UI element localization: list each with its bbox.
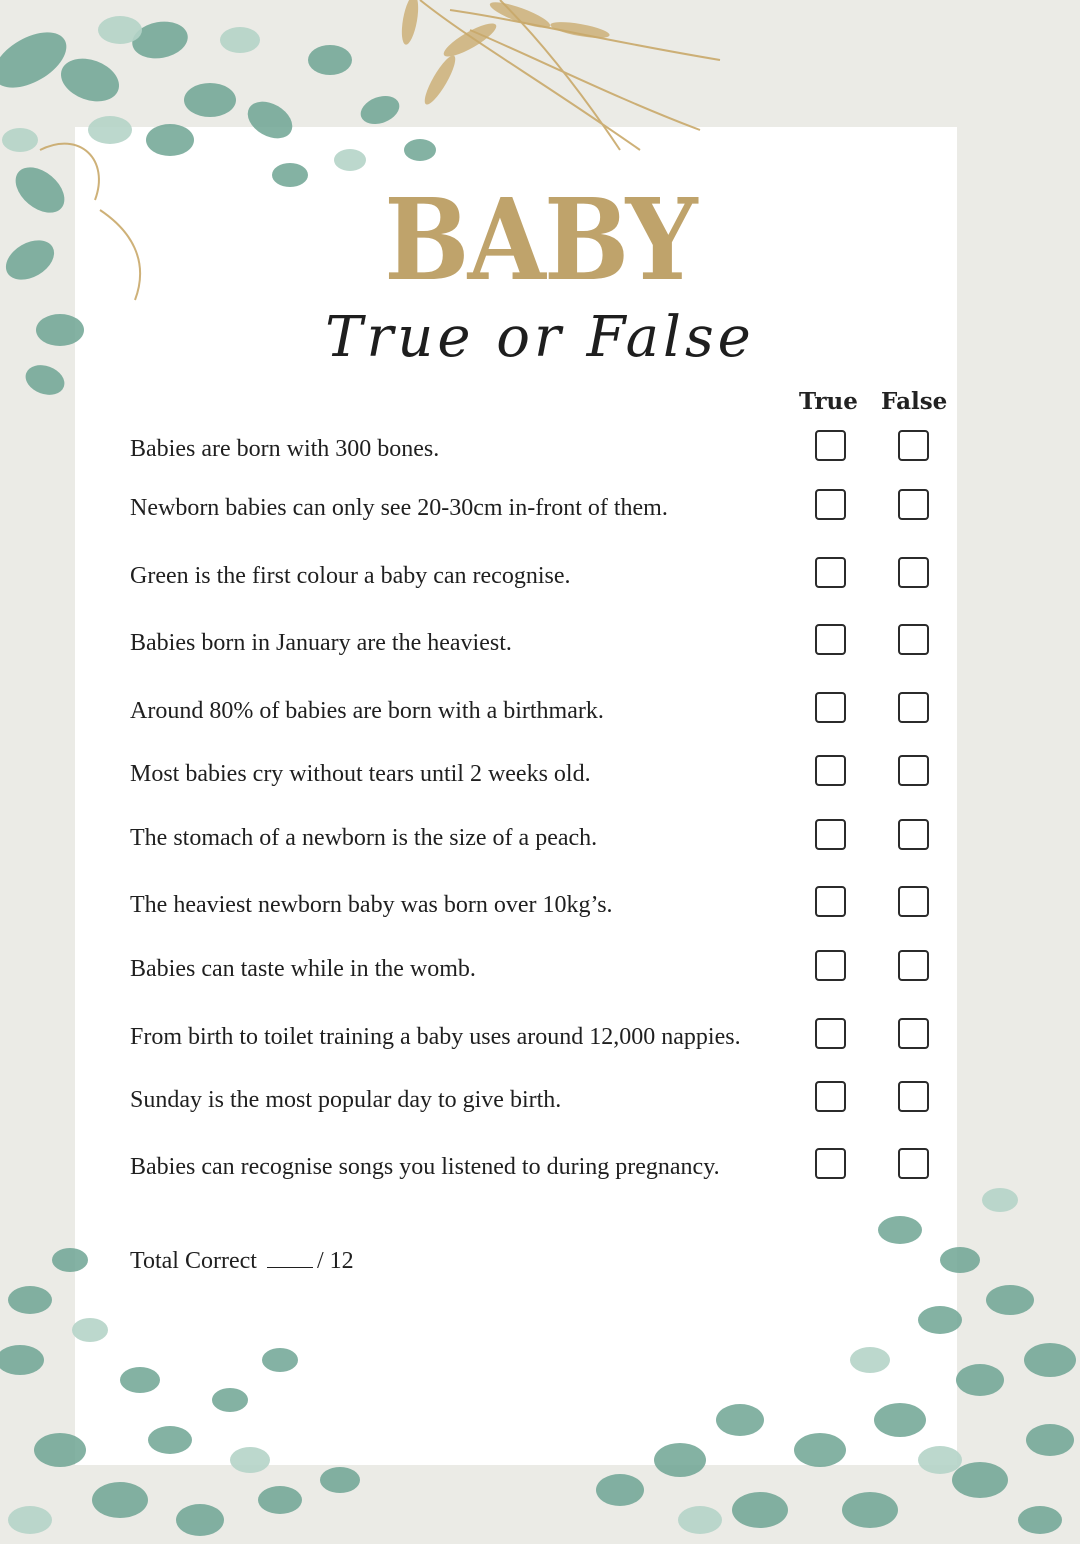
true-checkbox[interactable] <box>815 1018 846 1049</box>
question-text: The stomach of a newborn is the size of a peach. <box>130 825 598 851</box>
total-correct <box>130 1248 354 1275</box>
question-row-9 <box>130 950 950 990</box>
false-checkbox[interactable] <box>898 1148 929 1179</box>
total-label: Total Correct <box>130 1248 257 1274</box>
true-checkbox[interactable] <box>815 489 846 520</box>
true-checkbox[interactable] <box>815 755 846 786</box>
question-row-11 <box>130 1081 950 1121</box>
question-text: From birth to toilet training a baby uses around 12,000 nappies. <box>130 1024 741 1050</box>
total-out-of: / 12 <box>316 1248 354 1274</box>
question-row-8 <box>130 886 950 926</box>
question-row-1 <box>130 430 950 470</box>
true-checkbox[interactable] <box>815 819 846 850</box>
true-column-header: True <box>799 388 858 415</box>
true-checkbox[interactable] <box>815 1081 846 1112</box>
question-text: The heaviest newborn baby was born over 10kg’s. <box>130 892 613 918</box>
question-text: Babies born in January are the heaviest. <box>130 630 512 656</box>
question-row-10 <box>130 1018 950 1058</box>
false-checkbox[interactable] <box>898 950 929 981</box>
true-checkbox[interactable] <box>815 1148 846 1179</box>
question-text: Sunday is the most popular day to give birth. <box>130 1087 562 1113</box>
false-column-header: False <box>881 388 948 415</box>
question-row-5 <box>130 692 950 732</box>
false-checkbox[interactable] <box>898 692 929 723</box>
true-checkbox[interactable] <box>815 430 846 461</box>
question-text: Green is the first colour a baby can recognise. <box>130 563 571 589</box>
true-checkbox[interactable] <box>815 557 846 588</box>
false-checkbox[interactable] <box>898 557 929 588</box>
page-title: BABY <box>384 175 696 306</box>
false-checkbox[interactable] <box>898 1018 929 1049</box>
question-row-2 <box>130 489 950 529</box>
false-checkbox[interactable] <box>898 755 929 786</box>
false-checkbox[interactable] <box>898 886 929 917</box>
question-row-3 <box>130 557 950 597</box>
true-checkbox[interactable] <box>815 886 846 917</box>
question-row-12 <box>130 1148 950 1188</box>
true-checkbox[interactable] <box>815 950 846 981</box>
question-text: Most babies cry without tears until 2 weeks old. <box>130 761 591 787</box>
score-blank[interactable] <box>267 1267 313 1268</box>
true-checkbox[interactable] <box>815 624 846 655</box>
question-text: Around 80% of babies are born with a birthmark. <box>130 698 604 724</box>
question-text: Babies can recognise songs you listened to during pregnancy. <box>130 1154 720 1180</box>
question-row-6 <box>130 755 950 795</box>
question-text: Babies are born with 300 bones. <box>130 436 440 462</box>
false-checkbox[interactable] <box>898 430 929 461</box>
question-text: Babies can taste while in the womb. <box>130 956 476 982</box>
false-checkbox[interactable] <box>898 819 929 850</box>
question-row-4 <box>130 624 950 664</box>
true-checkbox[interactable] <box>815 692 846 723</box>
false-checkbox[interactable] <box>898 489 929 520</box>
page-subtitle: True or False <box>325 305 755 370</box>
question-text: Newborn babies can only see 20-30cm in-front of them. <box>130 495 668 521</box>
question-row-7 <box>130 819 950 859</box>
false-checkbox[interactable] <box>898 1081 929 1112</box>
false-checkbox[interactable] <box>898 624 929 655</box>
